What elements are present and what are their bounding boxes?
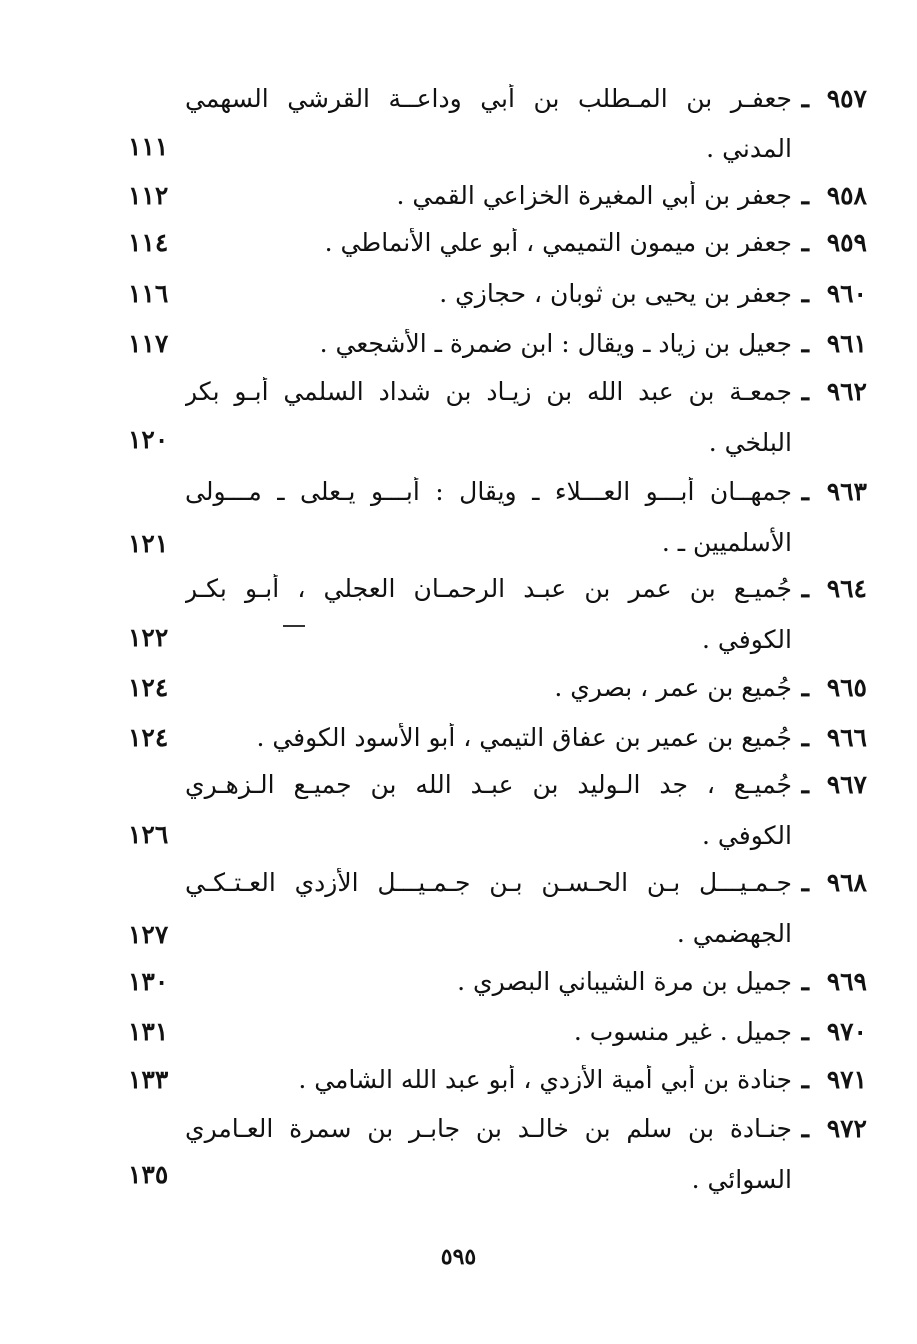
entry-number: ٩٥٩ bbox=[826, 228, 867, 257]
entry-number: ٩٦١ bbox=[826, 329, 867, 358]
entry-text: جمهــان أبـــو العـــلاء ـ ويقال : أبـــو يـعلى ـ مـــولى bbox=[185, 477, 792, 506]
entry-continuation: الأسلميين ـ . bbox=[661, 528, 792, 557]
entry-text: جنـادة بن سلم بن خالـد بن جابـر بن سمرة العـامري bbox=[185, 1114, 792, 1143]
entry-number: ٩٧١ bbox=[826, 1065, 867, 1094]
entry-number: ٩٦٢ bbox=[826, 377, 867, 406]
entry-number: ٩٧٠ bbox=[826, 1017, 867, 1046]
entry-number: ٩٦٠ bbox=[826, 279, 867, 308]
entry-text: جعفـر بن المـطلب بن أبي وداعــة القرشي السهمي bbox=[185, 84, 792, 113]
entry-text: جـمـيـــل بـن الحـسـن بـن جـمـيـــل الأزدي العـتـكـي bbox=[185, 868, 792, 897]
entry-dash: ـ bbox=[801, 967, 809, 996]
entry-continuation: السوائي . bbox=[691, 1165, 792, 1194]
entry-dash: ـ bbox=[801, 574, 809, 603]
entry-number: ٩٦٣ bbox=[826, 477, 867, 506]
entry-text: جُميع بن عمر ، بصري . bbox=[554, 673, 792, 702]
stray-mark bbox=[283, 625, 305, 627]
entry-text: جمعـة بن عبد الله بن زيـاد بن شداد السلمي أبـو بكر bbox=[185, 377, 792, 406]
entry-dash: ـ bbox=[801, 84, 809, 113]
entry-page: ١١٢ bbox=[128, 181, 169, 210]
entry-continuation: الجهضمي . bbox=[676, 919, 792, 948]
entry-page: ١٢٧ bbox=[128, 920, 169, 949]
entry-page: ١٢١ bbox=[128, 529, 169, 558]
entry-dash: ـ bbox=[801, 868, 809, 897]
entry-number: ٩٥٨ bbox=[826, 181, 867, 210]
entry-number: ٩٦٥ bbox=[826, 673, 867, 702]
entry-page: ١٣٠ bbox=[128, 967, 169, 996]
entry-dash: ـ bbox=[801, 1065, 809, 1094]
entry-continuation: البلخي . bbox=[708, 428, 792, 457]
entry-dash: ـ bbox=[801, 770, 809, 799]
entry-text: جعفر بن أبي المغيرة الخزاعي القمي . bbox=[396, 181, 792, 210]
entry-page: ١٢٢ bbox=[128, 623, 169, 652]
entry-text: جميل بن مرة الشيباني البصري . bbox=[457, 967, 792, 996]
entry-page: ١٣٥ bbox=[128, 1160, 169, 1189]
entry-number: ٩٦٦ bbox=[826, 723, 867, 752]
entry-text: جعفر بن يحيى بن ثوبان ، حجازي . bbox=[439, 279, 792, 308]
page-number: ٥٩٥ bbox=[440, 1244, 477, 1270]
entry-text: جُميـع بن عمر بن عبـد الرحمـان العجلي ، أبـو بكـر bbox=[185, 574, 792, 603]
entry-continuation: المدني . bbox=[706, 134, 792, 163]
entry-dash: ـ bbox=[801, 329, 809, 358]
entry-page: ١٣١ bbox=[128, 1017, 169, 1046]
entry-page: ١١٧ bbox=[128, 329, 169, 358]
entry-text: جعفر بن ميمون التميمي ، أبو علي الأنماطي . bbox=[324, 228, 792, 257]
entry-continuation: الكوفي . bbox=[702, 625, 792, 654]
entry-dash: ـ bbox=[801, 723, 809, 752]
entry-dash: ـ bbox=[801, 1017, 809, 1046]
entry-page: ١٢٤ bbox=[128, 723, 169, 752]
entry-number: ٩٦٧ bbox=[826, 770, 867, 799]
entry-continuation: الكوفي . bbox=[702, 821, 792, 850]
entry-number: ٩٦٤ bbox=[826, 574, 867, 603]
entry-dash: ـ bbox=[801, 377, 809, 406]
entry-text: جُميـع ، جد الـوليد بن عبـد الله بن جميـع الـزهـري bbox=[185, 770, 792, 799]
entry-number: ٩٦٩ bbox=[826, 967, 867, 996]
entry-page: ١٣٣ bbox=[128, 1065, 169, 1094]
entry-text: جُميع بن عمير بن عفاق التيمي ، أبو الأسود الكوفي . bbox=[256, 723, 792, 752]
entry-dash: ـ bbox=[801, 228, 809, 257]
entry-page: ١١٤ bbox=[128, 228, 169, 257]
entry-page: ١١٦ bbox=[128, 279, 169, 308]
entry-dash: ـ bbox=[801, 1114, 809, 1143]
entry-number: ٩٥٧ bbox=[826, 84, 867, 113]
entry-page: ١٢٤ bbox=[128, 673, 169, 702]
entry-page: ١١١ bbox=[128, 132, 169, 161]
entry-text: جعيل بن زياد ـ ويقال : ابن ضمرة ـ الأشجعي . bbox=[319, 329, 792, 358]
entry-number: ٩٦٨ bbox=[826, 868, 867, 897]
entry-dash: ـ bbox=[801, 181, 809, 210]
entry-dash: ـ bbox=[801, 279, 809, 308]
entry-dash: ـ bbox=[801, 477, 809, 506]
entry-dash: ـ bbox=[801, 673, 809, 702]
entry-text: جنادة بن أبي أمية الأزدي ، أبو عبد الله الشامي . bbox=[298, 1065, 792, 1094]
entry-page: ١٢٠ bbox=[128, 425, 169, 454]
entry-number: ٩٧٢ bbox=[826, 1114, 867, 1143]
entry-page: ١٢٦ bbox=[128, 820, 169, 849]
entry-text: جميل . غير منسوب . bbox=[573, 1017, 792, 1046]
